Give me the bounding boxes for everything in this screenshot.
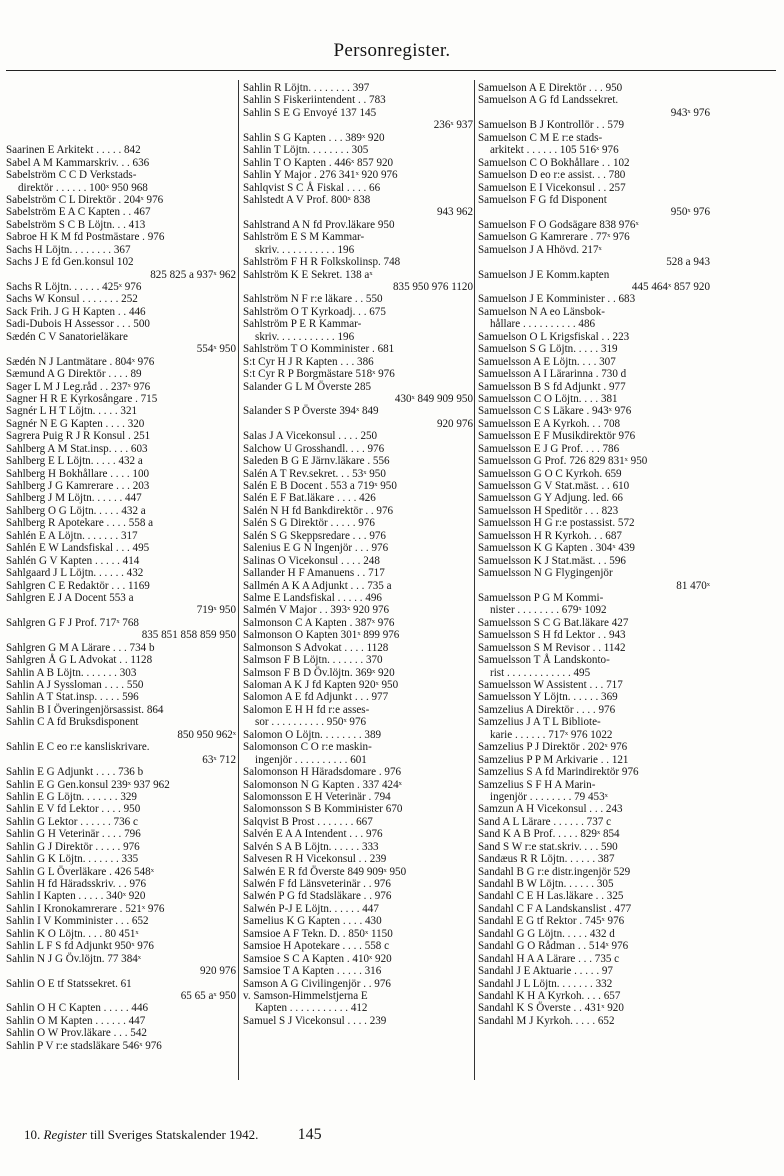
register-entry: Sabelström C L Direktör . 204ˣ 976 bbox=[6, 193, 164, 206]
register-entry: Sand S W r:e stat.skriv. . . . 590 bbox=[478, 840, 618, 853]
register-entry: Salwén E R fd Överste 849 909ˣ 950 bbox=[243, 865, 407, 878]
register-entry: hållare . . . . . . . . . . 486 bbox=[490, 318, 596, 331]
register-entry: Sandahl J E Aktuarie . . . . . 97 bbox=[478, 965, 613, 978]
register-entry: Sagnér N E G Kapten . . . . 320 bbox=[6, 417, 145, 430]
register-entry: Samuelsson G Y Adjung. led. 66 bbox=[478, 492, 623, 505]
register-entry: Salwén P G fd Stadsläkare . . 976 bbox=[243, 890, 392, 903]
register-entry: Salomon E H H fd r:e asses- bbox=[243, 703, 370, 716]
register-entry: Samuelsson G Prof. 726 829 831ˣ 950 bbox=[478, 455, 648, 468]
register-entry: 528 a 943 bbox=[666, 256, 710, 269]
register-entry: 825 825 a 937ˣ 962 bbox=[150, 268, 236, 281]
register-entry: Kapten . . . . . . . . . . . 412 bbox=[255, 1002, 368, 1015]
register-entry: Samsioe A F Tekn. D. . 850ˣ 1150 bbox=[243, 927, 393, 940]
register-entry: Sahlén E W Landsfiskal . . . 495 bbox=[6, 542, 150, 555]
page-title: Personregister. bbox=[333, 40, 451, 61]
register-entry: 850 950 962ˣ bbox=[177, 728, 236, 741]
register-entry: Sabelström E A C Kapten . . 467 bbox=[6, 206, 151, 219]
register-entry: Salén S G Direktör . . . . . 976 bbox=[243, 517, 375, 530]
register-entry: 63ˣ 712 bbox=[202, 753, 236, 766]
register-entry: Samuelsson W Assistent . . . 717 bbox=[478, 679, 623, 691]
register-entry: Sahlin T Löjtn. . . . . . . . 305 bbox=[243, 144, 369, 157]
register-entry: Samuelson G Kamrerare . 77ˣ 976 bbox=[478, 231, 630, 244]
register-entry: skriv. . . . . . . . . . . 196 bbox=[255, 243, 355, 256]
register-entry: Sandahl G G Löjtn. . . . . 432 d bbox=[478, 927, 615, 940]
register-entry: Samuelson A G fd Landssekret. bbox=[478, 94, 619, 107]
register-entry: Salomonson H Häradsdomare . 976 bbox=[243, 766, 402, 779]
register-entry: Sæmund A G Direktör . . . . 89 bbox=[6, 368, 142, 381]
column-divider bbox=[474, 80, 475, 1080]
register-entry: Salomonsson E H Veterinär . 794 bbox=[243, 790, 391, 803]
register-entry: karie . . . . . . 717ˣ 976 1022 bbox=[490, 728, 613, 741]
register-entry: Samzelius S A fd Marindirektör 976 bbox=[478, 766, 639, 779]
register-entry: Sagnér L H T Löjtn. . . . . 321 bbox=[6, 405, 138, 418]
register-entry: Salomon A E fd Adjunkt . . . 977 bbox=[243, 691, 389, 704]
register-column-3 bbox=[478, 82, 710, 1027]
register-entry: Samuelson C M E r:e stads- bbox=[478, 131, 603, 144]
register-entry: Sahlgaard J L Löjtn. . . . . . 432 bbox=[6, 567, 144, 580]
register-entry: 943 962 bbox=[436, 206, 473, 219]
register-column-1 bbox=[6, 82, 236, 1052]
register-entry: Salén E B Docent . 553 a 719ˣ 950 bbox=[243, 480, 397, 492]
register-entry: Sahlgren C E Redaktör . . . 1169 bbox=[6, 579, 150, 592]
register-entry: Samuelsson A E Löjtn. . . . 307 bbox=[478, 355, 616, 368]
register-entry: 920 976 bbox=[436, 417, 473, 430]
register-entry: Samuelson F O Godsägare 838 976ˣ bbox=[478, 218, 639, 231]
register-entry: Sahlin E G Löjtn. . . . . . . 329 bbox=[6, 790, 137, 803]
register-entry: Sabelström C C D Verkstads- bbox=[6, 169, 137, 182]
register-entry: Sahlström P E R Kammar- bbox=[243, 318, 362, 331]
register-entry: Sahlström E S M Kammar- bbox=[243, 231, 365, 244]
column-divider bbox=[238, 80, 239, 1080]
register-entry: Samzelius S F H A Marin- bbox=[478, 778, 596, 791]
register-entry: Salme E Landsfiskal . . . . . 496 bbox=[243, 591, 382, 604]
footer-text: till Sveriges Statskalender 1942. bbox=[90, 1127, 259, 1142]
register-entry bbox=[6, 107, 236, 119]
register-entry: Sahlin G H Veterinär . . . . 796 bbox=[6, 828, 141, 841]
register-entry: Samuelsson C O Löjtn. . . . 381 bbox=[478, 392, 618, 405]
register-entry: Samuelsson Y Löjtn. . . . . . 369 bbox=[478, 691, 618, 704]
register-entry: Sandahl M J Kyrkoh. . . . . 652 bbox=[478, 1014, 615, 1027]
register-entry: Samuelsson C S Läkare . 943ˣ 976 bbox=[478, 405, 632, 418]
register-entry: Sahlin I Kapten . . . . . 340ˣ 920 bbox=[6, 890, 146, 903]
register-entry: Sahlin O M Kapten . . . . . . 447 bbox=[6, 1014, 146, 1027]
register-entry: Sandahl K S Överste . . 431ˣ 920 bbox=[478, 1002, 624, 1015]
register-entry: Sahlin Y Major . 276 341ˣ 920 976 bbox=[243, 169, 398, 182]
register-entry: Sahlin O H C Kapten . . . . . 446 bbox=[6, 1002, 149, 1015]
register-entry: Samuelson J A Hhövd. 217ˣ bbox=[478, 243, 602, 256]
register-entry: Samuelsson T Å Landskonto- bbox=[478, 654, 610, 667]
register-entry: 950ˣ 976 bbox=[670, 206, 710, 219]
register-entry: Samuelson C O Bokhållare . . 102 bbox=[478, 156, 630, 169]
register-entry: Sahlström F H R Folkskolinsp. 748 bbox=[243, 256, 401, 269]
register-entry: Sahlin H fd Häradsskriv. . . 976 bbox=[6, 878, 147, 890]
register-entry: Saleden B G E Järnv.läkare . 556 bbox=[243, 455, 390, 468]
register-entry: Sager L M J Leg.råd . . 237ˣ 976 bbox=[6, 380, 151, 393]
register-entry: Salmonson O Kapten 301ˣ 899 976 bbox=[243, 629, 400, 642]
register-entry: rist . . . . . . . . . . . . 495 bbox=[490, 666, 591, 679]
register-entry: Sahlström O T Kyrkoadj. . . 675 bbox=[243, 305, 386, 318]
register-entry: Samzelius J A T L Bibliote- bbox=[478, 716, 601, 729]
register-entry: Sahlén G V Kapten . . . . . 414 bbox=[6, 554, 140, 567]
register-entry: Sahlberg E L Löjtn. . . . . 432 a bbox=[6, 455, 143, 468]
register-entry: Sandahl J L Löjtn. . . . . . . 332 bbox=[478, 977, 613, 990]
register-entry: Sandahl H A A Lärare . . . 735 c bbox=[478, 952, 620, 965]
register-entry: Samuelsson P G M Kommi- bbox=[478, 591, 604, 604]
register-entry: Sahlén E A Löjtn. . . . . . . 317 bbox=[6, 529, 138, 542]
register-entry: Salmson F B Löjtn. . . . . . . 370 bbox=[243, 654, 383, 667]
register-entry: Samuelsson H R Kyrkoh. . . 687 bbox=[478, 529, 622, 542]
register-entry: Sahlqvist S C Å Fiskal . . . . 66 bbox=[243, 181, 381, 194]
register-entry: Sahlstedt A V Prof. 800ˣ 838 bbox=[243, 193, 371, 206]
register-entry: Sahlin G Lektor . . . . . . 736 c bbox=[6, 815, 138, 828]
register-entry: Salchow U Grosshandl. . . . 976 bbox=[243, 442, 385, 455]
page-footer bbox=[24, 1126, 322, 1144]
footer-prefix: 10. bbox=[24, 1127, 41, 1142]
register-entry: Sahlberg H Bokhållare . . . . 100 bbox=[6, 467, 150, 480]
register-entry: Samuelson D eo r:e assist. . . 780 bbox=[478, 169, 626, 182]
register-entry: Sahlberg R Apotekare . . . . 558 a bbox=[6, 517, 154, 530]
register-entry: Samuelson A E Direktör . . . 950 bbox=[478, 82, 623, 94]
register-entry: 920 976 bbox=[199, 965, 236, 978]
register-entry: Salas J A Vicekonsul . . . . 250 bbox=[243, 430, 378, 443]
register-entry: Salwén F fd Länsveterinär . . 976 bbox=[243, 878, 391, 890]
register-entry: Samuelsson S M Revisor . . 1142 bbox=[478, 641, 626, 654]
register-entry: Sabroe H K M fd Postmästare . 976 bbox=[6, 231, 165, 244]
register-entry: Samzelius P P M Arkivarie . . 121 bbox=[478, 753, 629, 766]
register-entry: Samuelsson E A Kyrkoh. . . 708 bbox=[478, 417, 621, 430]
register-entry: 554ˣ 950 bbox=[196, 343, 236, 356]
register-entry: Sahlin G L Överläkare . 426 548ˣ bbox=[6, 865, 154, 878]
register-entry: arkitekt . . . . . . 105 516ˣ 976 bbox=[490, 144, 619, 157]
register-entry: Salvesen R H Vicekonsul . . 239 bbox=[243, 853, 387, 866]
register-entry: Samzelius A Direktör . . . . 976 bbox=[478, 703, 616, 716]
register-entry: nister . . . . . . . . 679ˣ 1092 bbox=[490, 604, 607, 617]
register-entry: Samuelsson G V Stat.mäst. . . 610 bbox=[478, 480, 630, 492]
register-entry: sor . . . . . . . . . . 950ˣ 976 bbox=[255, 716, 367, 729]
register-entry: 719ˣ 950 bbox=[196, 604, 236, 617]
register-entry: Sahlberg O G Löjtn. . . . . 432 a bbox=[6, 504, 146, 517]
register-entry: Samuelson F G fd Disponent bbox=[478, 193, 607, 206]
register-entry: v. Samson-Himmelstjerna E bbox=[243, 989, 368, 1002]
register-entry: Sandahl C F A Landskanslist . 477 bbox=[478, 902, 632, 915]
register-entry: Salmson F B D Öv.löjtn. 369ˣ 920 bbox=[243, 666, 395, 679]
register-entry: Samuelsson K G Kapten . 304ˣ 439 bbox=[478, 542, 635, 555]
register-entry: Sahlin K O Löjtn. . . . 80 451ˣ bbox=[6, 927, 139, 940]
register-entry: Sachs W Konsul . . . . . . . 252 bbox=[6, 293, 138, 306]
register-entry: Samsioe T A Kapten . . . . . 316 bbox=[243, 965, 382, 978]
register-entry: Salander G L M Överste 285 bbox=[243, 380, 372, 393]
register-entry: Sahlström T O Komminister . 681 bbox=[243, 343, 395, 356]
register-entry: Sahlberg J M Löjtn. . . . . . 447 bbox=[6, 492, 142, 505]
register-entry: Sahlin E C eo r:e kansliskrivare. bbox=[6, 741, 150, 754]
register-entry: Salvén S A B Löjtn. . . . . . 333 bbox=[243, 840, 379, 853]
footer-register: Register bbox=[43, 1127, 87, 1142]
register-entry: Sandahl G O Rådman . . 514ˣ 976 bbox=[478, 940, 629, 953]
register-entry: Samuel S J Vicekonsul . . . . 239 bbox=[243, 1014, 387, 1027]
register-entry: Samzun A H Vicekonsul . . . 243 bbox=[478, 803, 623, 816]
register-entry: Sahlin A J Syssloman . . . . 550 bbox=[6, 679, 144, 691]
register-entry: Sahlin N J G Öv.löjtn. 77 384ˣ bbox=[6, 952, 141, 965]
register-entry: Sand A L Lärare . . . . . . 737 c bbox=[478, 815, 611, 828]
register-entry: Sandahl E G tf Rektor . 745ˣ 976 bbox=[478, 915, 625, 928]
register-entry: Samuelsson G O C Kyrkoh. 659 bbox=[478, 467, 622, 480]
register-entry bbox=[6, 119, 236, 131]
register-entry: Salmén V Major . . 393ˣ 920 976 bbox=[243, 604, 390, 617]
register-entry: Sachs R Löjtn. . . . . . 425ˣ 976 bbox=[6, 281, 142, 293]
register-entry: Sahlström K E Sekret. 138 aˣ bbox=[243, 268, 373, 281]
register-entry: Salomonson N G Kapten . 337 424ˣ bbox=[243, 778, 402, 791]
register-entry: Samuelsson E F Musikdirektör 976 bbox=[478, 430, 636, 443]
register-entry: Sandahl B G r:e distr.ingenjör 529 bbox=[478, 865, 631, 878]
register-entry: Salqvist B Prost . . . . . . . 667 bbox=[243, 815, 373, 828]
register-entry: Samuelsson E J G Prof. . . . 786 bbox=[478, 442, 620, 455]
register-entry: 835 950 976 1120 bbox=[392, 281, 473, 293]
page-number: 145 bbox=[297, 1126, 322, 1143]
register-entry: Samuelsson N G Flygingenjör bbox=[478, 567, 613, 580]
register-entry: Samelius K G Kapten . . . . 430 bbox=[243, 915, 382, 928]
register-entry: 81 470ˣ bbox=[676, 579, 710, 592]
register-entry: Sahlin O W Prov.läkare . . . 542 bbox=[6, 1027, 147, 1040]
register-entry: Sahlin S Fiskeriintendent . . 783 bbox=[243, 94, 386, 107]
register-entry: Sahlin C A fd Bruksdisponent bbox=[6, 716, 139, 729]
register-entry: Samson A G Civilingenjör . . 976 bbox=[243, 977, 391, 990]
register-entry: Samsioe S C A Kapten . 410ˣ 920 bbox=[243, 952, 392, 965]
register-entry: ingenjör . . . . . . . . . . 601 bbox=[255, 753, 367, 766]
register-entry: Sandæus R R Löjtn. . . . . . 387 bbox=[478, 853, 615, 866]
register-entry: Samuelsson H Speditör . . . 823 bbox=[478, 504, 619, 517]
register-entry: Salén N H fd Bankdirektör . . 976 bbox=[243, 504, 394, 517]
register-entry: Samuelson B J Kontrollör . . 579 bbox=[478, 119, 625, 132]
register-entry: Sahlin G K Löjtn. . . . . . . 335 bbox=[6, 853, 139, 866]
register-entry: Sahlstrand A N fd Prov.läkare 950 bbox=[243, 218, 395, 231]
register-entry: 835 851 858 859 950 bbox=[141, 629, 236, 642]
register-entry: Sahlin E V fd Lektor . . . . 950 bbox=[6, 803, 141, 816]
register-entry: 430ˣ 849 909 950 bbox=[394, 392, 473, 405]
register-entry: Sahlberg A M Stat.insp. . . . 603 bbox=[6, 442, 148, 455]
register-entry: Salén S G Skeppsredare . . . 976 bbox=[243, 529, 386, 542]
register-entry bbox=[6, 82, 236, 94]
register-entry bbox=[6, 94, 236, 106]
register-entry: Salmonson C A Kapten . 387ˣ 976 bbox=[243, 616, 395, 629]
register-entry: Salvén E A A Intendent . . . 976 bbox=[243, 828, 383, 841]
register-entry: Sabel A M Kammarskriv. . . 636 bbox=[6, 156, 150, 169]
register-entry: Salwén P-J E Löjtn. . . . . . 447 bbox=[243, 902, 379, 915]
register-entry: 236ˣ 937 bbox=[433, 119, 473, 132]
register-entry: Samuelsson K J Stat.mäst. . . 596 bbox=[478, 554, 626, 567]
register-entry: Salén E F Bat.läkare . . . . 426 bbox=[243, 492, 376, 505]
register-entry: Samuelsson H G r:e postassist. 572 bbox=[478, 517, 635, 530]
register-entry: Sagrera Puig R J R Konsul . 251 bbox=[6, 430, 151, 443]
register-entry: Samuelson E I Vicekonsul . . 257 bbox=[478, 181, 626, 194]
register-entry: Sandahl C E H Las.läkare . . 325 bbox=[478, 890, 624, 903]
register-entry: Sadi-Dubois H Assessor . . . 500 bbox=[6, 318, 150, 331]
register-entry: Samuelson J E Kommіnister . . 683 bbox=[478, 293, 636, 306]
register-entry: Salomon O Löjtn. . . . . . . . 389 bbox=[243, 728, 382, 741]
register-entry: Sahlgren Å G L Advokat . . 1128 bbox=[6, 654, 153, 667]
register-entry: Salomonson C O r:e maskin- bbox=[243, 741, 372, 754]
register-entry: Salén A T Rev.sekret. . . 53ˣ 950 bbox=[243, 467, 386, 480]
header-rule bbox=[6, 70, 776, 71]
register-entry: Sahlin A T Stat.insp. . . . . 596 bbox=[6, 691, 139, 704]
register-entry: Salinas O Vicekonsul . . . . 248 bbox=[243, 554, 380, 567]
register-entry: 445 464ˣ 857 920 bbox=[631, 281, 710, 293]
register-entry: Sack Frih. J G H Kapten . . 446 bbox=[6, 305, 146, 318]
register-entry: Sahlin I V Komminister . . . 652 bbox=[6, 915, 149, 928]
register-entry: Samsioe H Apotekare . . . . 558 c bbox=[243, 940, 390, 953]
register-entry: Sahlin B I Överingenjörsassist. 864 bbox=[6, 703, 164, 716]
register-entry: direktör . . . . . . 100ˣ 950 968 bbox=[18, 181, 148, 194]
register-entry: Samuelsson S H fd Lektor . . 943 bbox=[478, 629, 626, 642]
register-entry: Sahlin S E G Envoyé 137 145 bbox=[243, 106, 377, 119]
register-entry: Samuelsson S C G Bat.läkare 427 bbox=[478, 616, 629, 629]
register-entry: Samuelson N A eo Länsbok- bbox=[478, 305, 605, 318]
register-entry: Samuelson O L Krigsfiskal . . 223 bbox=[478, 330, 630, 343]
register-entry: Sallmén A K A Adjunkt . . . 735 a bbox=[243, 579, 392, 592]
register-entry: Sahlin S G Kapten . . . 389ˣ 920 bbox=[243, 131, 385, 144]
register-entry: Samuelsson A I Lärarinna . 730 d bbox=[478, 368, 627, 381]
register-entry: Salander S P Överste 394ˣ 849 bbox=[243, 405, 379, 418]
register-entry: Sagner H R E Kyrkosångare . 715 bbox=[6, 392, 158, 405]
register-entry: Sabelström S C B Löjtn. . . 413 bbox=[6, 218, 146, 231]
register-column-2 bbox=[243, 82, 473, 1027]
register-entry: Saloman A K J fd Kapten 920ˣ 950 bbox=[243, 679, 399, 691]
register-entry: Sahlgren E J A Docent 553 a bbox=[6, 591, 134, 604]
register-entry: Samzelius P J Direktör . 202ˣ 976 bbox=[478, 741, 628, 754]
register-entry: Sahlin R Löjtn. . . . . . . . 397 bbox=[243, 82, 370, 94]
register-entry: Saarinen E Arkitekt . . . . . 842 bbox=[6, 144, 141, 157]
register-entry: Sallander H F Amanuens . . 717 bbox=[243, 567, 385, 580]
register-entry: Sahlin A B Löjtn. . . . . . . 303 bbox=[6, 666, 137, 679]
register-entry: Sædén C V Sanatorieläkare bbox=[6, 330, 128, 343]
register-entry: Salomonsson S B Kommінister 670 bbox=[243, 803, 403, 816]
register-entry: 943ˣ 976 bbox=[670, 106, 710, 119]
register-entry: Sædén N J Lantmätare . 804ˣ 976 bbox=[6, 355, 155, 368]
register-entry: Sahlin O E tf Statssekret. 61 bbox=[6, 977, 132, 990]
register-entry: skriv. . . . . . . . . . . 196 bbox=[255, 330, 355, 343]
register-entry: 65 65 aˣ 950 bbox=[180, 989, 236, 1002]
register-entry: S:t Cyr R P Borgmästare 518ˣ 976 bbox=[243, 368, 395, 381]
register-entry: Sachs J E fd Gen.konsul 102 bbox=[6, 256, 134, 269]
register-entry: Sahlin L F S fd Adjunkt 950ˣ 976 bbox=[6, 940, 154, 953]
register-entry: Sahlin G J Direktör . . . . . 976 bbox=[6, 840, 140, 853]
register-entry: Sahlin I Kronokamrerare . 521ˣ 976 bbox=[6, 902, 165, 915]
register-entry: Sachs H Löjtn. . . . . . . . 367 bbox=[6, 243, 131, 256]
register-entry: ingenjör . . . . . . . . 79 453ˣ bbox=[490, 790, 608, 803]
register-entry: Sahlin E G Adjunkt . . . . 736 b bbox=[6, 766, 144, 779]
register-entry: S:t Cyr H J R Kapten . . . 386 bbox=[243, 355, 374, 368]
register-entry: Sahlin E G Gen.konsul 239ˣ 937 962 bbox=[6, 778, 170, 791]
register-entry: Sahlin T O Kapten . 446ˣ 857 920 bbox=[243, 156, 394, 169]
register-entry: Samuelson J E Komm.kapten bbox=[478, 268, 610, 281]
register-entry: Samuelson S G Löjtn. . . . . 319 bbox=[478, 343, 618, 356]
register-entry bbox=[6, 132, 236, 144]
register-entry: Sand K A B Prof. . . . . 829ˣ 854 bbox=[478, 828, 620, 841]
register-entry: Salmonson S Advokat . . . . 1128 bbox=[243, 641, 389, 654]
register-entry: Sandahl B W Löjtn. . . . . . 305 bbox=[478, 878, 614, 890]
register-entry: Sandahl K H A Kyrkoh. . . . 657 bbox=[478, 989, 621, 1002]
register-entry: Sahlin P V r:e stadsläkare 546ˣ 976 bbox=[6, 1039, 162, 1052]
register-entry: Sahlgren G M A Lärare . . . 734 b bbox=[6, 641, 155, 654]
register-entry: Sahlström N F r:e läkare . . 550 bbox=[243, 293, 383, 306]
register-entry: Sahlberg J G Kamrerare . . . 203 bbox=[6, 480, 150, 492]
register-entry: Samuelsson B S fd Adjunkt . 977 bbox=[478, 380, 626, 393]
register-entry: Salenius E G N Ingenjör . . . 976 bbox=[243, 542, 389, 555]
register-entry: Sahlgren G F J Prof. 717ˣ 768 bbox=[6, 616, 139, 629]
